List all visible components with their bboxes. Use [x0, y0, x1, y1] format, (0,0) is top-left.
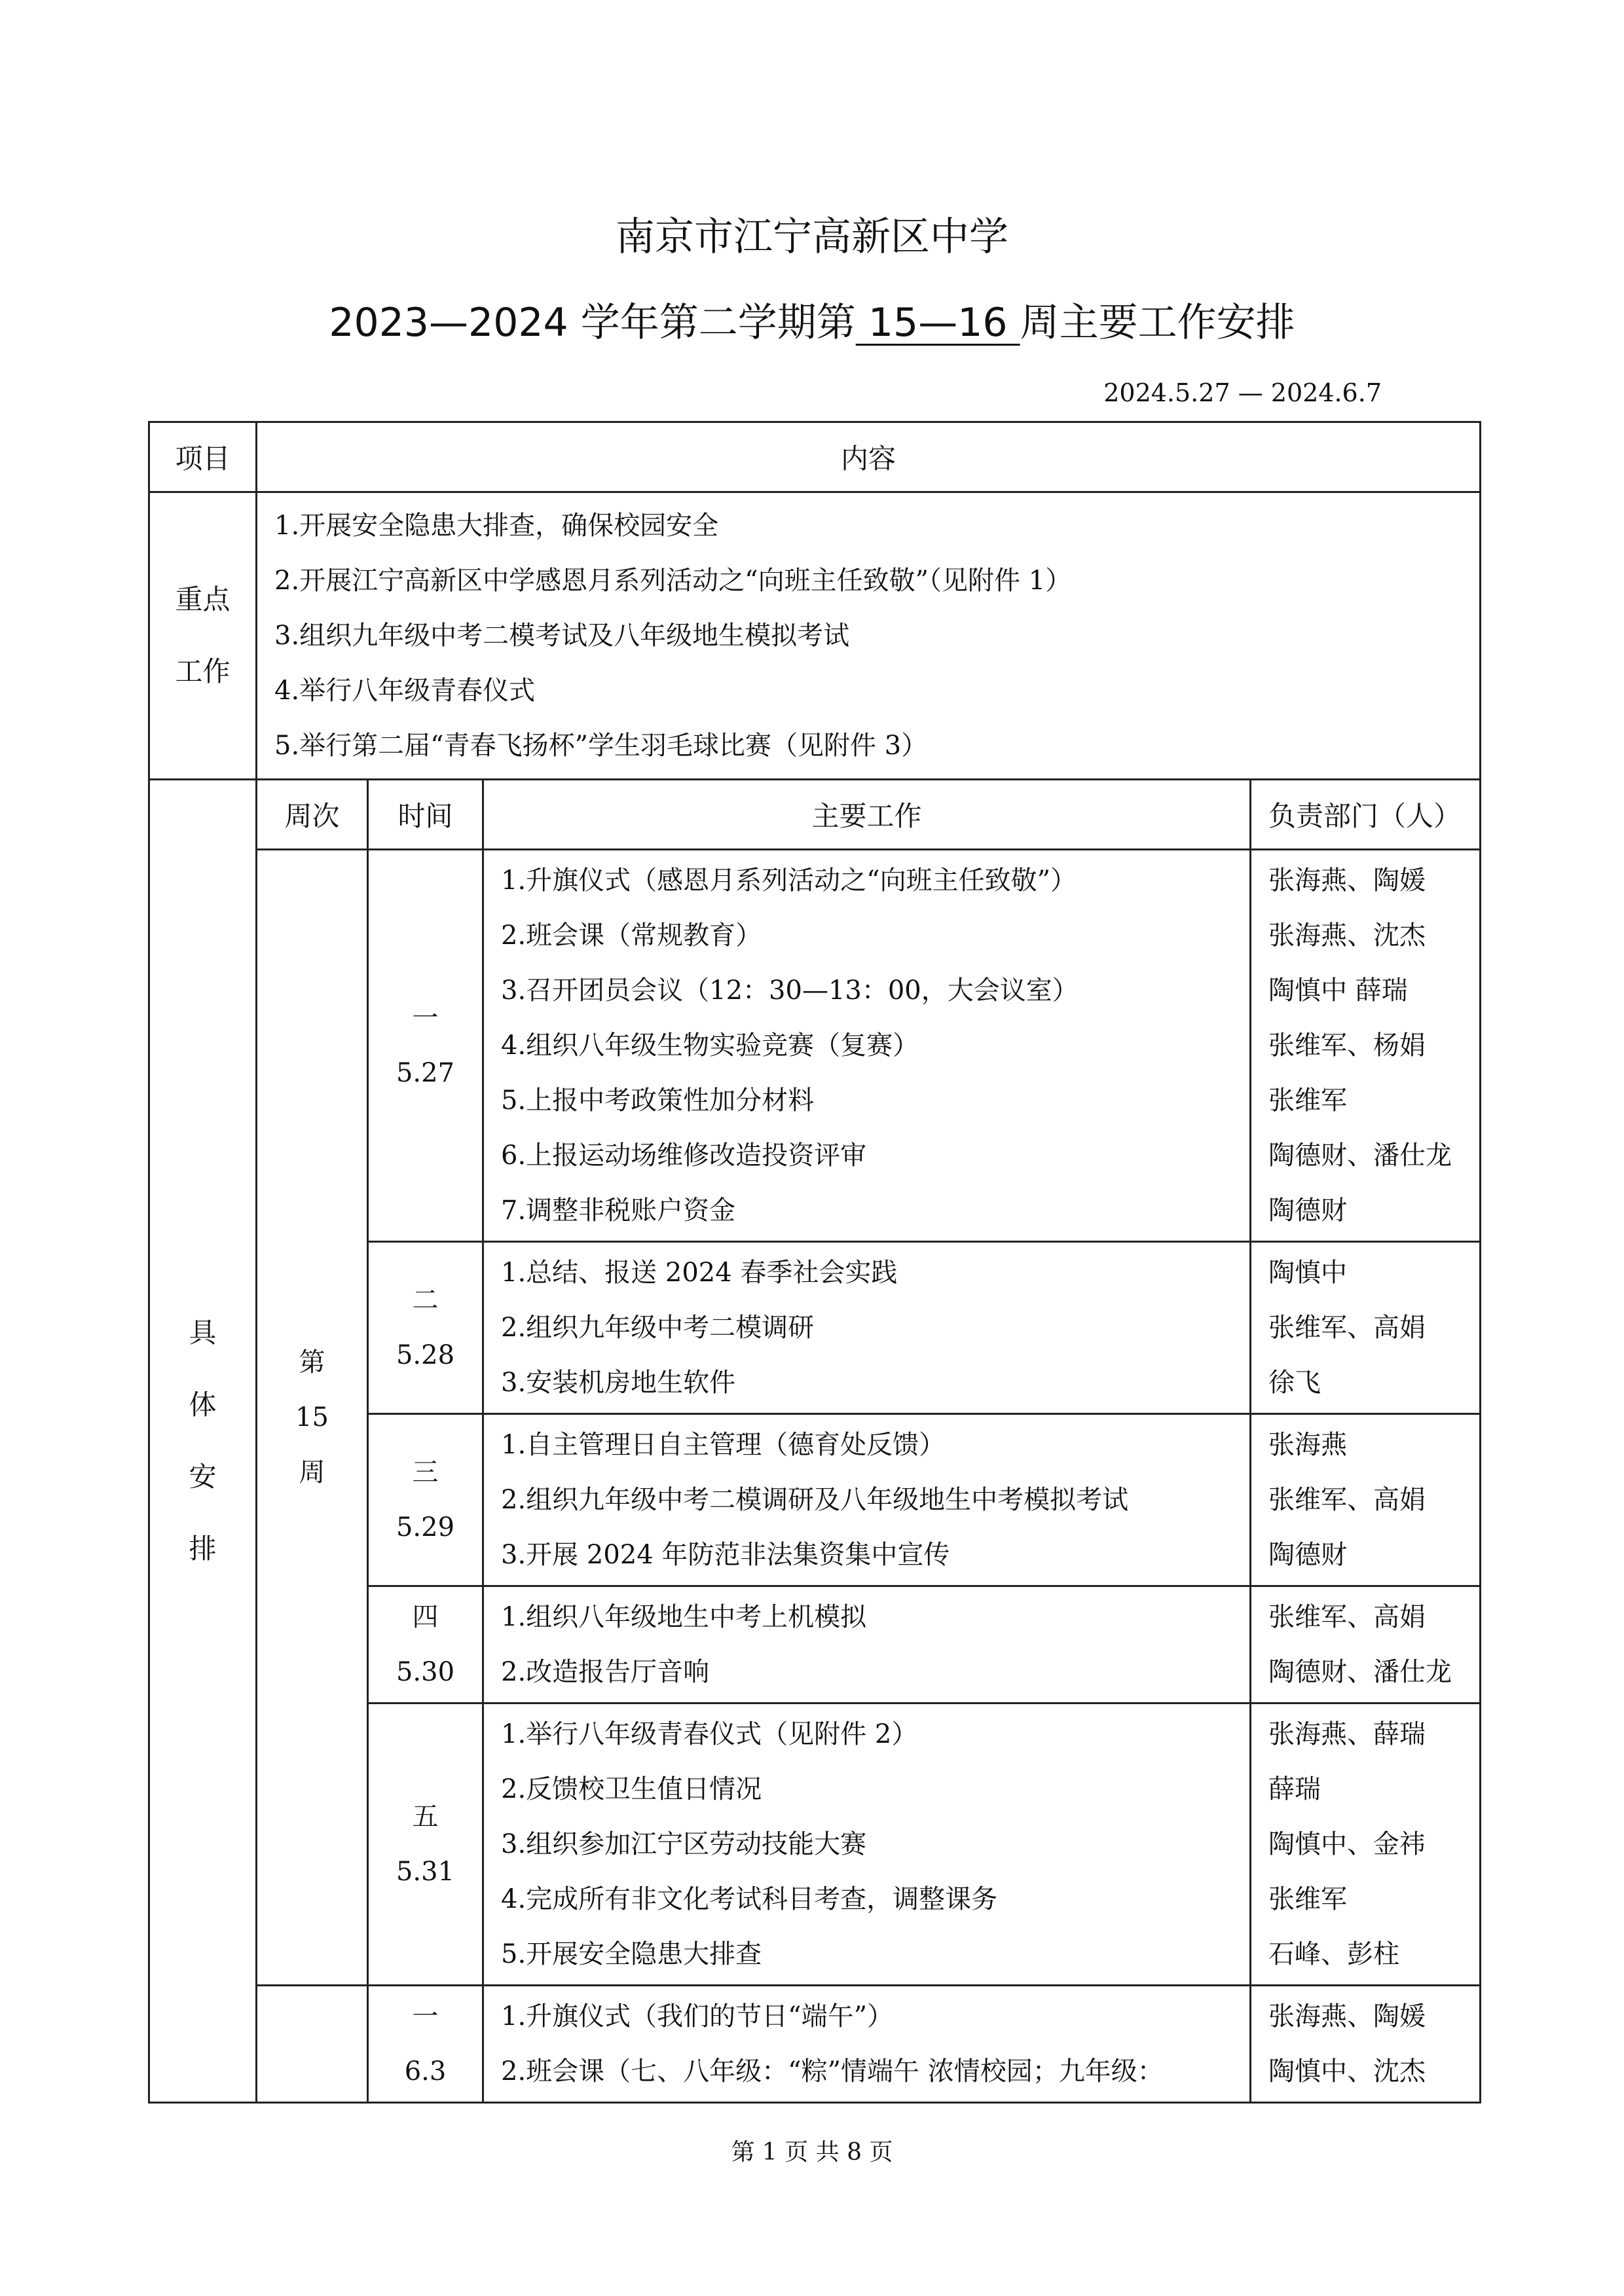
owner-item: 陶德财、潘仕龙 [1268, 1140, 1452, 1171]
task-item: 2.组织九年级中考二模调研 [501, 1313, 815, 1343]
owner-list [1251, 1414, 1481, 1586]
key-work-label [149, 492, 257, 780]
task-item: 7.调整非税账户资金 [501, 1195, 736, 1226]
task-item: 1.升旗仪式（我们的节日“端午”） [501, 2001, 894, 2032]
arrangement-char: 体 [189, 1389, 217, 1421]
owner-item: 张海燕 [1268, 1430, 1347, 1460]
key-work-item: 4.举行八年级青春仪式 [274, 676, 536, 706]
task-item: 5.上报中考政策性加分材料 [501, 1085, 815, 1116]
date: 5.28 [396, 1340, 455, 1370]
date: 5.30 [396, 1657, 455, 1687]
key-work-label-line: 工作 [175, 655, 231, 687]
task-item: 4.完成所有非文化考试科目考查，调整课务 [501, 1884, 998, 1914]
task-item: 1.举行八年级青春仪式（见附件 2） [501, 1719, 918, 1749]
task-item: 3.开展 2024 年防范非法集资集中宣传 [501, 1540, 950, 1570]
key-work-item: 2.开展江宁高新区中学感恩月系列活动之“向班主任致敬”（见附件 1） [274, 566, 1072, 596]
arrangement-label [149, 780, 257, 2103]
day-cell [368, 850, 483, 1242]
owner-item: 陶慎中、沈杰 [1268, 2056, 1426, 2086]
task-item: 1.组织八年级地生中考上机模拟 [501, 1602, 867, 1632]
page-footer: 第 1 页 共 8 页 [731, 2139, 893, 2166]
header-item: 项目 [149, 422, 257, 492]
key-work-list [257, 492, 1481, 780]
owner-item: 张海燕、陶媛 [1268, 866, 1426, 896]
weekday: 五 [412, 1802, 439, 1832]
key-work-item: 1.开展安全隐患大排查，确保校园安全 [274, 511, 719, 541]
owner-item: 张维军、杨娟 [1268, 1030, 1426, 1061]
date: 5.29 [396, 1512, 455, 1542]
owner-item: 陶慎中 [1268, 1258, 1347, 1288]
col-owner-header: 负责部门（人） [1251, 780, 1481, 850]
document-title: 南京市江宁高新区中学 [616, 214, 1008, 260]
date-range: 2024.5.27 — 2024.6.7 [1103, 378, 1382, 407]
header-content: 内容 [257, 422, 1481, 492]
owner-item: 陶慎中、金祎 [1268, 1829, 1426, 1859]
week-label-line: 第 [299, 1347, 325, 1377]
subtitle-prefix: 2023—2024 学年第二学期第 [329, 300, 856, 346]
week-label [257, 850, 368, 1986]
task-item: 3.召开团员会议（12：30—13：00，大会议室） [501, 975, 1079, 1006]
week-label [257, 1986, 368, 2103]
task-item: 1.总结、报送 2024 春季社会实践 [501, 1258, 898, 1288]
day-cell [368, 1586, 483, 1704]
weekday: 一 [412, 2001, 439, 2032]
owner-item: 张海燕、薛瑞 [1268, 1719, 1426, 1749]
owner-item: 张维军、高娟 [1268, 1313, 1426, 1343]
day-row [149, 1986, 1481, 2103]
task-list [483, 1586, 1251, 1704]
document-subtitle [0, 297, 1624, 349]
task-item: 2.反馈校卫生值日情况 [501, 1774, 762, 1804]
task-item: 2.班会课（七、八年级：“粽”情端午 浓情校园；九年级： [501, 2056, 1164, 2086]
owner-list [1251, 1242, 1481, 1414]
task-item: 1.升旗仪式（感恩月系列活动之“向班主任致敬”） [501, 866, 1077, 896]
owner-item: 陶慎中 薛瑞 [1268, 975, 1408, 1006]
owner-item: 张海燕、沈杰 [1268, 920, 1426, 951]
week-label-line: 周 [299, 1457, 325, 1487]
task-item: 1.自主管理日自主管理（德育处反馈） [501, 1430, 946, 1460]
owner-item: 张海燕、陶媛 [1268, 2001, 1426, 2032]
col-time-header: 时间 [368, 780, 483, 850]
task-item: 3.安装机房地生软件 [501, 1368, 736, 1398]
owner-item: 薛瑞 [1268, 1774, 1321, 1804]
table-header-row [149, 422, 1481, 492]
task-item: 2.改造报告厅音响 [501, 1657, 710, 1687]
col-work-header: 主要工作 [483, 780, 1251, 850]
arrangement-char: 安 [189, 1461, 217, 1493]
owner-item: 张维军、高娟 [1268, 1602, 1426, 1632]
day-cell [368, 1414, 483, 1586]
owner-item: 张维军 [1268, 1884, 1347, 1914]
arrangement-char: 排 [189, 1533, 217, 1565]
task-item: 3.组织参加江宁区劳动技能大赛 [501, 1829, 867, 1859]
task-item: 2.组织九年级中考二模调研及八年级地生中考模拟考试 [501, 1485, 1129, 1515]
date: 5.27 [396, 1058, 455, 1088]
key-work-item: 3.组织九年级中考二模考试及八年级地生模拟考试 [274, 621, 850, 651]
weekday: 三 [412, 1457, 439, 1487]
task-list [483, 1986, 1251, 2103]
owner-list [1251, 850, 1481, 1242]
subtitle-suffix: 周主要工作安排 [1020, 300, 1295, 346]
date: 5.31 [396, 1857, 455, 1887]
owner-item: 陶德财、潘仕龙 [1268, 1657, 1452, 1687]
owner-item: 张维军、高娟 [1268, 1485, 1426, 1515]
task-list [483, 1414, 1251, 1586]
owner-item: 张维军 [1268, 1085, 1347, 1116]
owner-list [1251, 1586, 1481, 1704]
owner-item: 徐飞 [1268, 1368, 1321, 1398]
task-list [483, 1242, 1251, 1414]
arrangement-char: 具 [189, 1317, 217, 1349]
owner-list [1251, 1704, 1481, 1986]
key-work-label-line: 重点 [175, 583, 231, 615]
task-item: 6.上报运动场维修改造投资评审 [501, 1140, 867, 1171]
subtitle-weeks: 15—16 [855, 300, 1020, 346]
task-item: 4.组织八年级生物实验竞赛（复赛） [501, 1030, 919, 1061]
owner-item: 石峰、彭柱 [1268, 1939, 1399, 1969]
week-label-line: 15 [295, 1402, 329, 1432]
owner-item: 陶德财 [1268, 1540, 1347, 1570]
task-list [483, 850, 1251, 1242]
weekday: 一 [412, 1003, 439, 1033]
col-week-header: 周次 [257, 780, 368, 850]
owner-item: 陶德财 [1268, 1195, 1347, 1226]
owner-list [1251, 1986, 1481, 2103]
task-item: 2.班会课（常规教育） [501, 920, 762, 951]
weekday: 二 [412, 1285, 439, 1315]
day-cell [368, 1704, 483, 1986]
arrangement-header-row [149, 780, 1481, 850]
day-cell [368, 1242, 483, 1414]
key-work-row [149, 492, 1481, 780]
date: 6.3 [404, 2056, 447, 2086]
task-list [483, 1704, 1251, 1986]
schedule-table [148, 421, 1481, 2104]
key-work-item: 5.举行第二届“青春飞扬杯”学生羽毛球比赛（见附件 3） [274, 731, 928, 761]
day-row [149, 850, 1481, 1242]
weekday: 四 [412, 1602, 439, 1632]
task-item: 5.开展安全隐患大排查 [501, 1939, 762, 1969]
day-cell [368, 1986, 483, 2103]
